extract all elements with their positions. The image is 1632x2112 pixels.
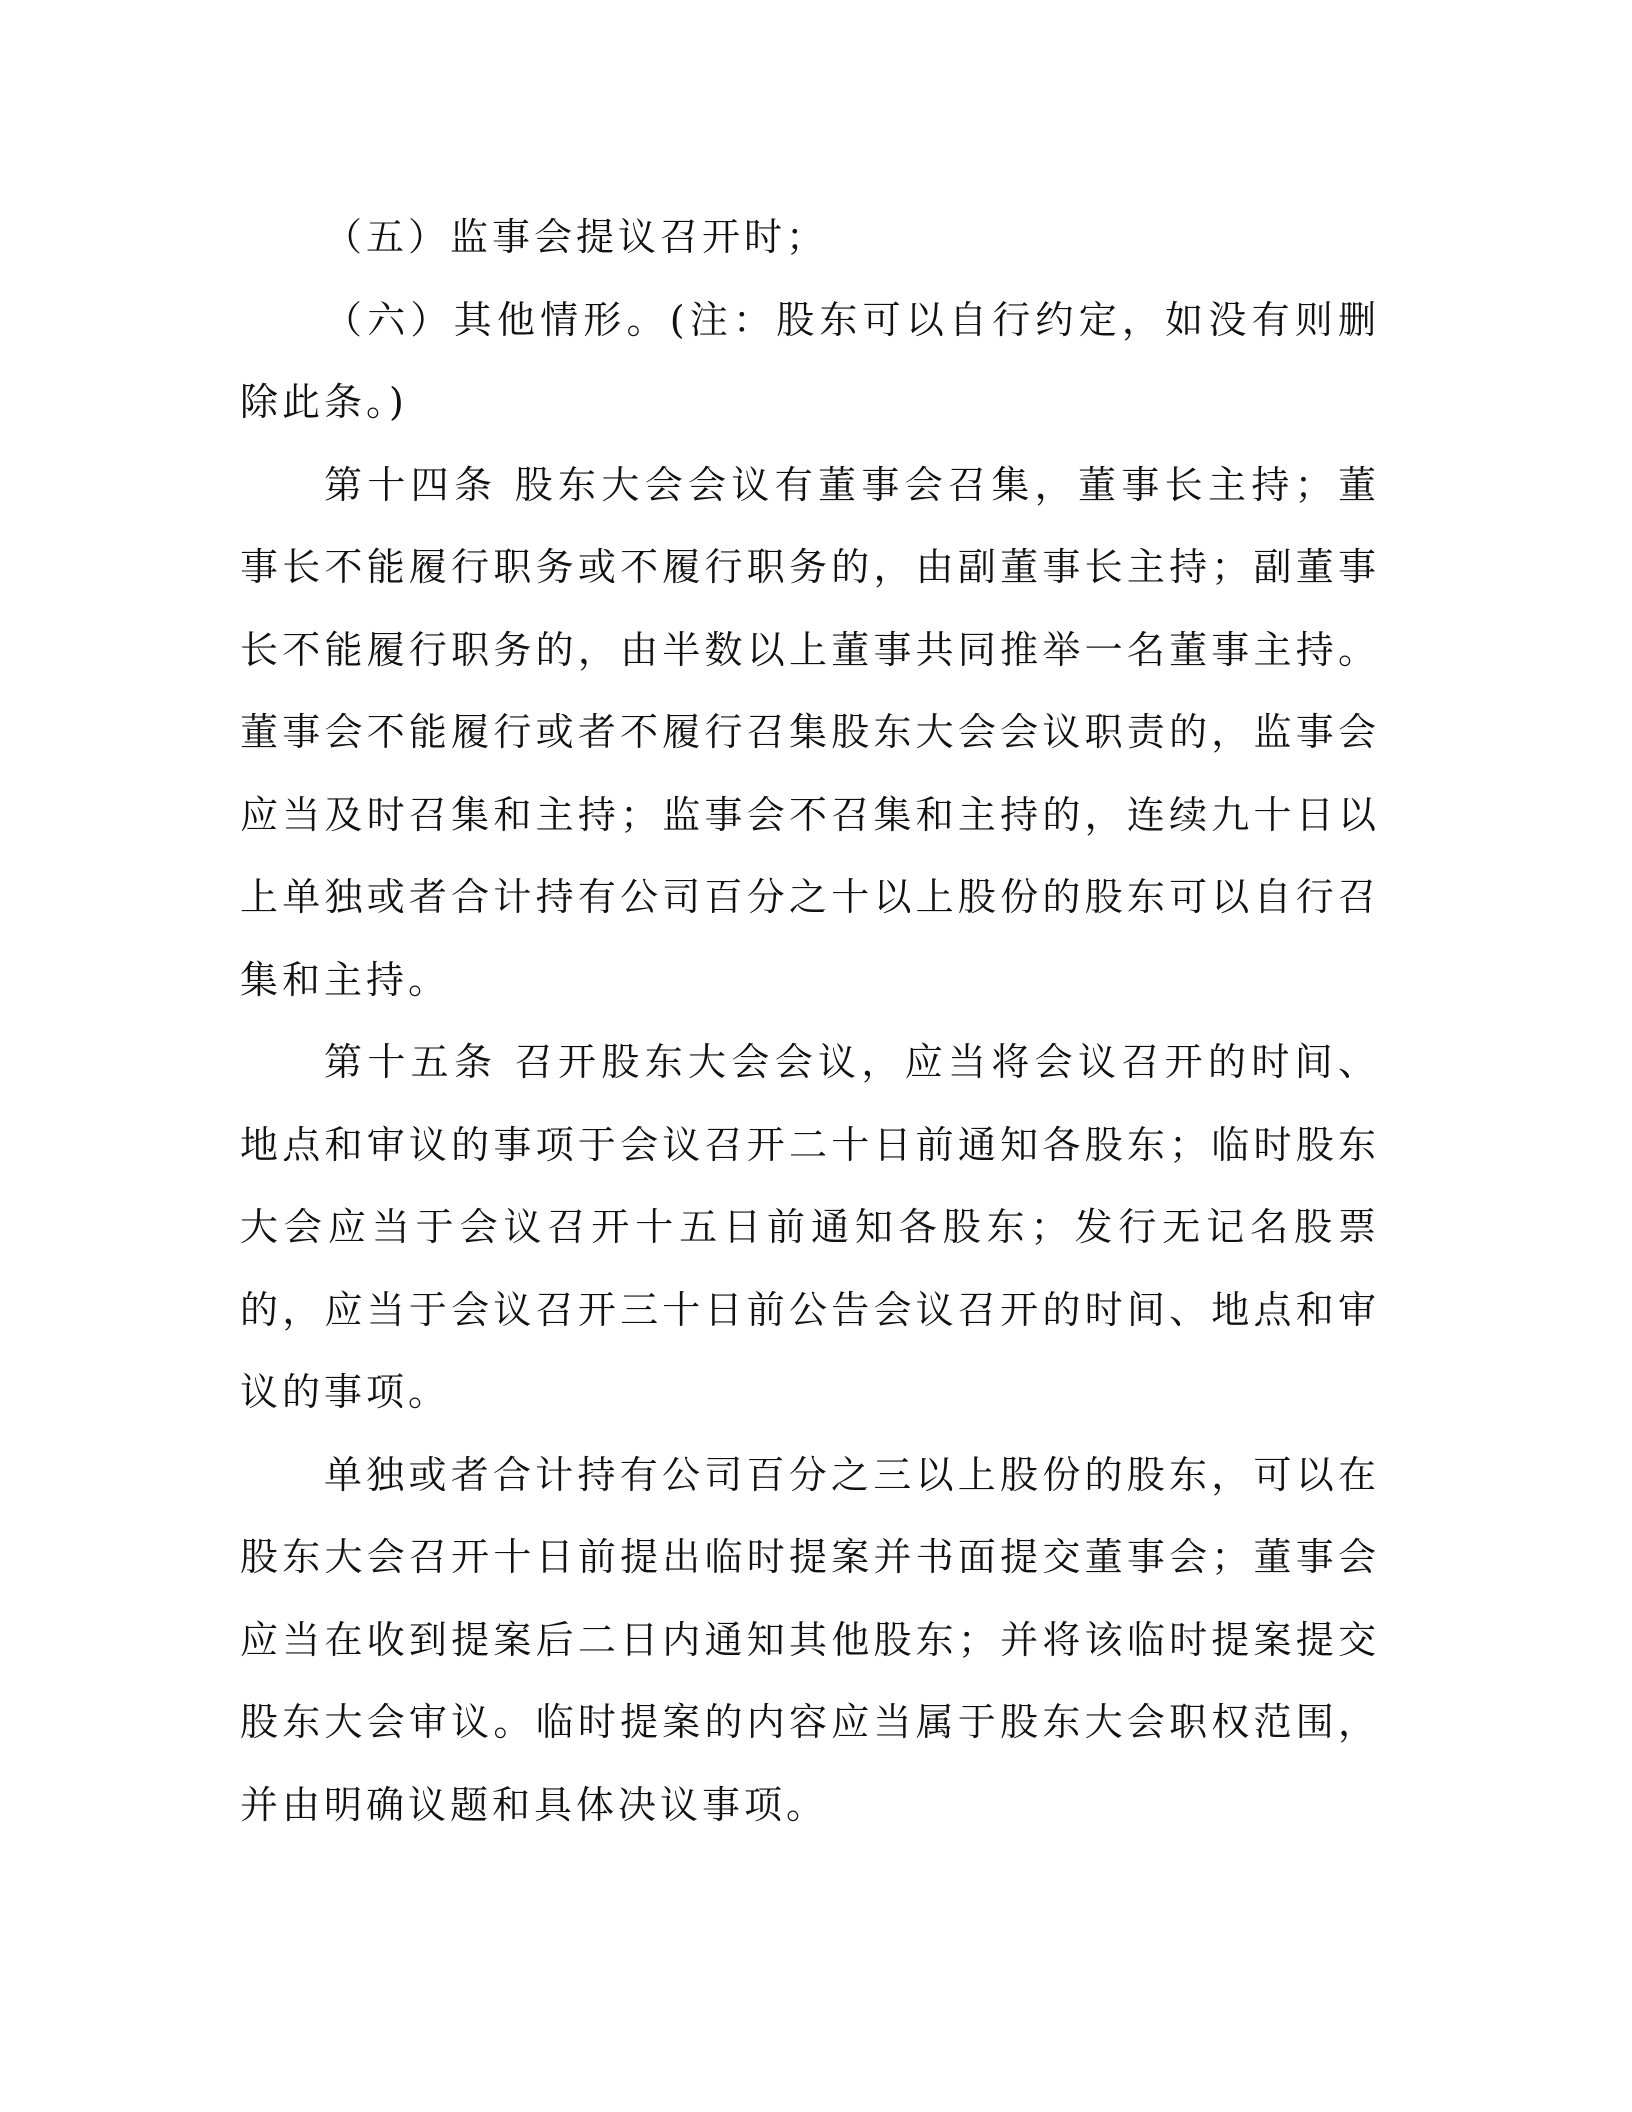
paragraph-item-5: （五）监事会提议召开时； — [324, 215, 829, 259]
article-15-paragraph: 第十五条 召开股东大会会议，应当将会议召开的时间、地点和审议的事项于会议召开二十日前通知各股东；临时股东大会应当于会议召开十五日前通知各股东；发行无记名股票的，应当于会议召开三十日前公告会议召开的时间、地点和审议的事项。 — [240, 1040, 1380, 1414]
document-body — [240, 196, 1380, 1846]
temporary-proposal-paragraph: 单独或者合计持有公司百分之三以上股份的股东，可以在股东大会召开十日前提出临时提案并书面提交董事会；董事会应当在收到提案后二日内通知其他股东；并将该临时提案提交股东大会审议。临时提案的内容应当属于股东大会职权范围，并由明确议题和具体决议事项。 — [240, 1452, 1380, 1827]
article-14-paragraph: 第十四条 股东大会会议有董事会召集，董事长主持；董事长不能履行职务或不履行职务的，由副董事长主持；副董事长不能履行职务的，由半数以上董事共同推举一名董事主持。董事会不能履行或者不履行召集股东大会会议职责的，监事会应当及时召集和主持；监事会不召集和主持的，连续九十日以上单独或者合计持有公司百分之十以上股份的股东可以自行召集和主持。 — [240, 462, 1380, 1002]
paragraph-item-6: （六）其他情形。(注：股东可以自行约定，如没有则删除此条。) — [240, 297, 1380, 424]
